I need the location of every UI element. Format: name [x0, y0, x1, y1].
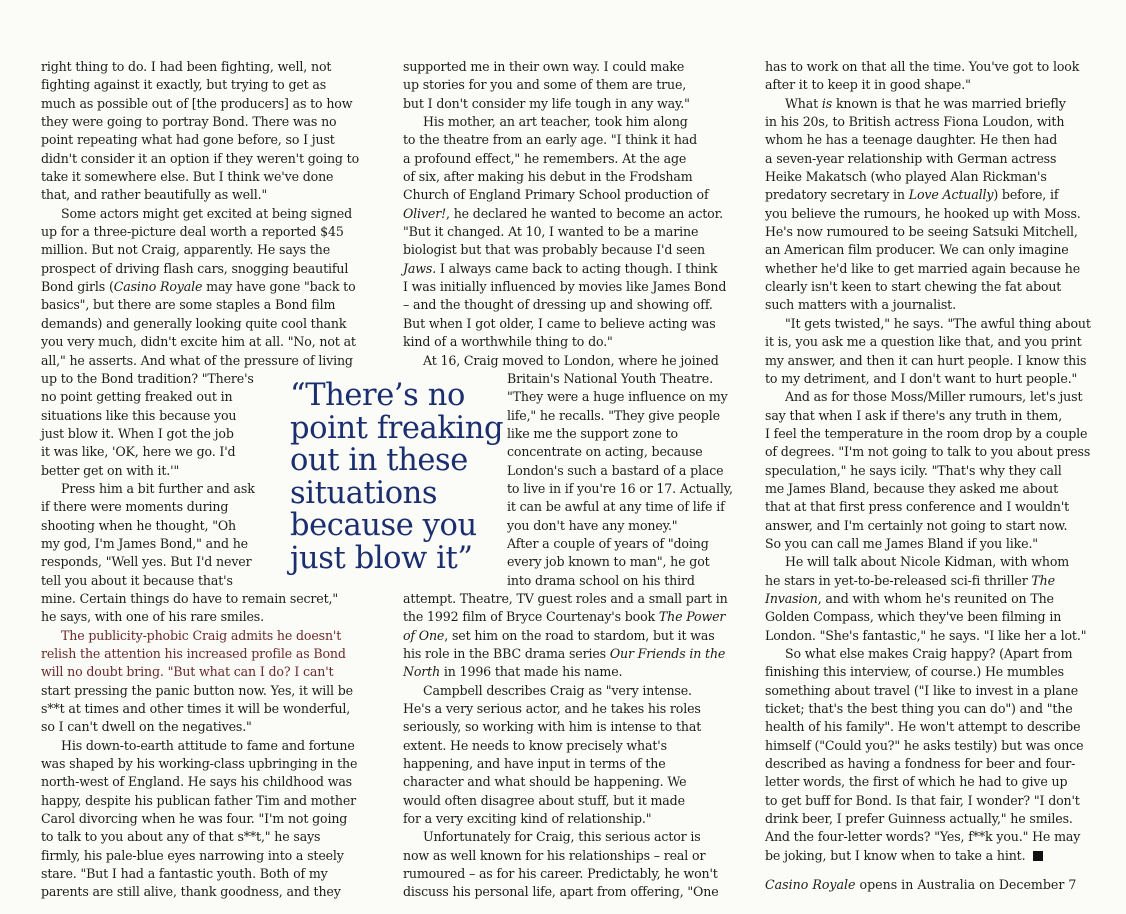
article-line: North in 1996 that made his name. [403, 664, 623, 680]
article-line: all," he asserts. And what of the pressure of living [41, 352, 353, 368]
pull-quote [290, 380, 510, 575]
article-line: no point getting freaked out in [41, 389, 233, 405]
article-line: say that when I ask if there's any truth in them, [765, 407, 1063, 423]
article-line: seriously, so working with him is intense to that [403, 719, 702, 735]
article-line: – and the thought of dressing up and showing off. [403, 297, 713, 313]
article-line: a seven-year relationship with German actress [765, 150, 1057, 166]
article-line: letter words, the first of which he had to give up [765, 774, 1068, 790]
article-column-3 [765, 58, 1107, 865]
article-line: take it somewhere else. But I think we've done [41, 169, 334, 185]
article-line: demands) and generally looking quite cool thank [41, 315, 347, 331]
article-line: Some actors might get excited at being signed [61, 205, 353, 221]
article-line: was shaped by his working-class upbringing in the [41, 756, 358, 772]
article-line: to talk to you about any of that s**t," he says [41, 829, 321, 845]
pull-quote-line: just blow it” [290, 540, 473, 576]
footer-note-title: Casino Royale [765, 877, 856, 892]
article-line: be joking, but I know when to take a hint. [765, 847, 1107, 865]
article-line: "It gets twisted," he says. "The awful thing about [785, 315, 1091, 331]
article-line: rumoured – as for his career. Predictably, he won't [403, 866, 718, 882]
article-line: his role in the BBC drama series Our Friends in the [403, 646, 726, 661]
article-line: relish the attention his increased profile as Bond [41, 646, 346, 661]
article-line: speculation," he says icily. "That's why they call [765, 462, 1062, 478]
article-line: supported me in their own way. I could make [403, 59, 685, 74]
article-line: Jaws. I always came back to acting though. I think [403, 260, 718, 276]
article-line: "But it changed. At 10, I wanted to be a marine [403, 224, 699, 240]
article-line: like me the support zone to [507, 425, 678, 441]
article-line: million. But not Craig, apparently. He says the [41, 242, 331, 258]
article-line: He will talk about Nicole Kidman, with whom [785, 554, 1070, 570]
article-line: Heike Makatsch (who played Alan Rickman's [765, 169, 1047, 185]
article-line: that, and rather beautifully as well." [41, 187, 268, 203]
article-line: discuss his personal life, apart from offering, "One [403, 884, 719, 900]
article-line: happening, and have input in terms of the [403, 756, 666, 772]
article-line: London. "She's fantastic," he says. "I like her a lot." [765, 627, 1087, 643]
article-line: extent. He needs to know precisely what's [403, 737, 667, 753]
article-line: kind of a worthwhile thing to do." [403, 334, 613, 350]
article-line: you don't have any money." [507, 517, 678, 533]
article-line: Press him a bit further and ask [61, 480, 255, 496]
article-line: will no doubt bring. "But what can I do? I can't [41, 664, 334, 680]
article-line: whom he has a teenage daughter. He then had [765, 132, 1058, 148]
article-line: me James Bland, because they asked me about [765, 480, 1059, 496]
footer-note [765, 877, 1076, 892]
article-line: basics", but there are some staples a Bond film [41, 297, 336, 313]
article-line: if there were moments during [41, 499, 229, 515]
article-line: character and what should be happening. We [403, 774, 687, 790]
article-line: of degrees. "I'm not going to talk to you about press [765, 444, 1091, 460]
article-line: my god, I'm James Bond," and he [41, 535, 248, 551]
pull-quote-line: out in these [290, 443, 468, 478]
article-line: tell you about it because that's [41, 572, 233, 588]
article-line: he stars in yet-to-be-released sci-fi thriller The [765, 572, 1055, 588]
article-line: Church of England Primary School production of [403, 187, 709, 203]
article-line: ticket; that's the best thing you can do") and "the [765, 701, 1073, 717]
article-line: better get on with it.'" [41, 462, 180, 478]
article-line: much as possible out of [the producers] as to how [41, 95, 353, 111]
article-line: to my detriment, and I don't want to hurt people." [765, 370, 1078, 386]
pull-quote-line: because you [290, 508, 477, 543]
article-line: fighting against it exactly, but trying to get as [41, 77, 327, 93]
article-line: just blow it. When I got the job [41, 425, 234, 441]
article-line: but I don't consider my life tough in any way." [403, 95, 690, 111]
article-line: up for a three-picture deal worth a reported $45 [41, 224, 344, 240]
article-line: to live in if you're 16 or 17. Actually, [507, 480, 733, 496]
article-line: north-west of England. He says his childhood was [41, 774, 352, 790]
article-line: He's now rumoured to be seeing Satsuki Mitchell, [765, 224, 1078, 240]
article-line: And as for those Moss/Miller rumours, let's just [785, 389, 1083, 405]
article-line: concentrate on acting, because [507, 444, 703, 460]
article-line: situations like this because you [41, 407, 237, 423]
article-line: right thing to do. I had been fighting, well, not [41, 59, 332, 74]
article-line: in his 20s, to British actress Fiona Loudon, with [765, 114, 1065, 130]
article-line: But when I got older, I came to believe acting was [403, 315, 716, 331]
article-line: I was initially influenced by movies like James Bond [403, 279, 727, 295]
article-line: it can be awful at any time of life if [507, 499, 725, 515]
article-line: responds, "Well yes. But I'd never [41, 554, 252, 570]
article-line: you believe the rumours, he hooked up with Moss. [765, 205, 1081, 221]
article-line: His down-to-earth attitude to fame and fortune [61, 737, 355, 753]
article-line: London's such a bastard of a place [507, 462, 724, 478]
article-line: such matters with a journalist. [765, 297, 956, 313]
article-line: up to the Bond tradition? "There's [41, 370, 254, 386]
pull-quote-line: “There’s no [290, 378, 465, 413]
article-line: Oliver!, he declared he wanted to become an actor. [403, 205, 723, 221]
article-line: So what else makes Craig happy? (Apart from [785, 646, 1073, 661]
article-line: Unfortunately for Craig, this serious actor is [423, 829, 701, 845]
article-line: start pressing the panic button now. Yes, it will be [41, 682, 353, 698]
article-line: life," he recalls. "They give people [507, 407, 720, 423]
article-line: the 1992 film of Bryce Courtenay's book The Power [403, 609, 726, 625]
article-line: has to work on that all the time. You've got to look [765, 59, 1080, 74]
article-line: "They were a huge influence on my [507, 389, 728, 405]
article-line: stare. "But I had a fantastic youth. Both of my [41, 866, 328, 882]
article-line: His mother, an art teacher, took him along [423, 114, 688, 130]
article-line: parents are still alive, thank goodness, and they [41, 884, 341, 900]
article-line: it was like, 'OK, here we go. I'd [41, 444, 236, 460]
article-line: He's a very serious actor, and he takes his roles [403, 701, 701, 717]
article-line: up stories for you and some of them are true, [403, 77, 687, 93]
article-line: described as having a fondness for beer and four- [765, 756, 1076, 772]
article-line: health of his family". He won't attempt to describe [765, 719, 1081, 735]
article-line: they were going to portray Bond. There was no [41, 114, 337, 130]
article-line: after it to keep it in good shape." [765, 77, 971, 93]
article-line: to get buff for Bond. Is that fair, I wonder? "I don't [765, 792, 1080, 808]
article-line: prospect of driving flash cars, snogging beautiful [41, 260, 349, 276]
article-line: you very much, didn't excite him at all. "No, not at [41, 334, 356, 350]
article-line: After a couple of years of "doing [507, 535, 709, 551]
end-mark-icon [1033, 851, 1043, 861]
article-line: Bond girls (Casino Royale may have gone "back to [41, 279, 356, 295]
article-line: drink beer, I prefer Guinness actually," he smiles. [765, 811, 1073, 827]
article-line: something about travel ("I like to invest in a plane [765, 682, 1079, 698]
article-line: The publicity-phobic Craig admits he doesn't [61, 627, 342, 643]
article-line: firmly, his pale-blue eyes narrowing into a steely [41, 847, 344, 863]
article-line: s**t at times and other times it will be wonderful, [41, 701, 351, 717]
article-line: my answer, and then it can hurt people. I know this [765, 352, 1087, 368]
article-line: clearly isn't keen to start chewing the fat about [765, 279, 1062, 295]
article-line: Invasion, and with whom he's reunited on The [765, 590, 1054, 606]
article-line: answer, and I'm certainly not going to start now. [765, 517, 1068, 533]
article-line: What is known is that he was married briefly [785, 95, 1066, 111]
article-line: shooting when he thought, "Oh [41, 517, 237, 533]
article-line: attempt. Theatre, TV guest roles and a small part in [403, 590, 728, 606]
article-line: biologist but that was probably because I'd seen [403, 242, 705, 258]
article-line: now as well known for his relationships – real or [403, 847, 706, 863]
article-line: into drama school on his third [507, 572, 695, 588]
article-line: Carol divorcing when he was four. "I'm not going [41, 811, 348, 827]
pull-quote-line: point freaking [290, 410, 504, 446]
article-line: At 16, Craig moved to London, where he joined [423, 352, 719, 368]
article-line: whether he'd like to get married again because he [765, 260, 1081, 276]
article-line: point repeating what had gone before, so I just [41, 132, 335, 148]
article-line: every job known to man", he got [507, 554, 710, 570]
article-line: so I can't dwell on the negatives." [41, 719, 252, 735]
article-line: he says, with one of his rare smiles. [41, 609, 264, 625]
article-line: of six, after making his debut in the Frodsham [403, 169, 693, 185]
footer-note-text: opens in Australia on December 7 [855, 877, 1077, 892]
article-line: would often disagree about stuff, but it made [403, 792, 685, 808]
article-line: mine. Certain things do have to remain secret," [41, 590, 338, 606]
article-line: a profound effect," he remembers. At the age [403, 150, 687, 166]
article-line: Golden Compass, which they've been filming in [765, 609, 1062, 625]
article-line: didn't consider it an option if they weren't going to [41, 150, 360, 166]
article-line: to the theatre from an early age. "I think it had [403, 132, 698, 148]
article-line: for a very exciting kind of relationship." [403, 811, 652, 827]
article-line: Campbell describes Craig as "very intense. [423, 682, 692, 698]
article-line: it is, you ask me a question like that, and you print [765, 334, 1082, 350]
article-line: of One, set him on the road to stardom, but it was [403, 627, 715, 643]
article-line: I feel the temperature in the room drop by a couple [765, 425, 1088, 441]
pull-quote-line: situations [290, 475, 438, 511]
article-line: Britain's National Youth Theatre. [507, 370, 713, 386]
article-line: happy, despite his publican father Tim and mother [41, 792, 357, 808]
article-line: And the four-letter words? "Yes, f**k you." He may [765, 829, 1081, 845]
article-line: finishing this interview, of course.) He mumbles [765, 664, 1064, 680]
article-line: So you can call me James Bland if you like." [765, 535, 1038, 551]
article-line: predatory secretary in Love Actually) before, if [765, 187, 1059, 203]
article-line: an American film producer. We can only imagine [765, 242, 1069, 258]
article-line: that at that first press conference and I wouldn't [765, 499, 1070, 515]
article-line: himself ("Could you?" he asks testily) but was once [765, 737, 1084, 753]
